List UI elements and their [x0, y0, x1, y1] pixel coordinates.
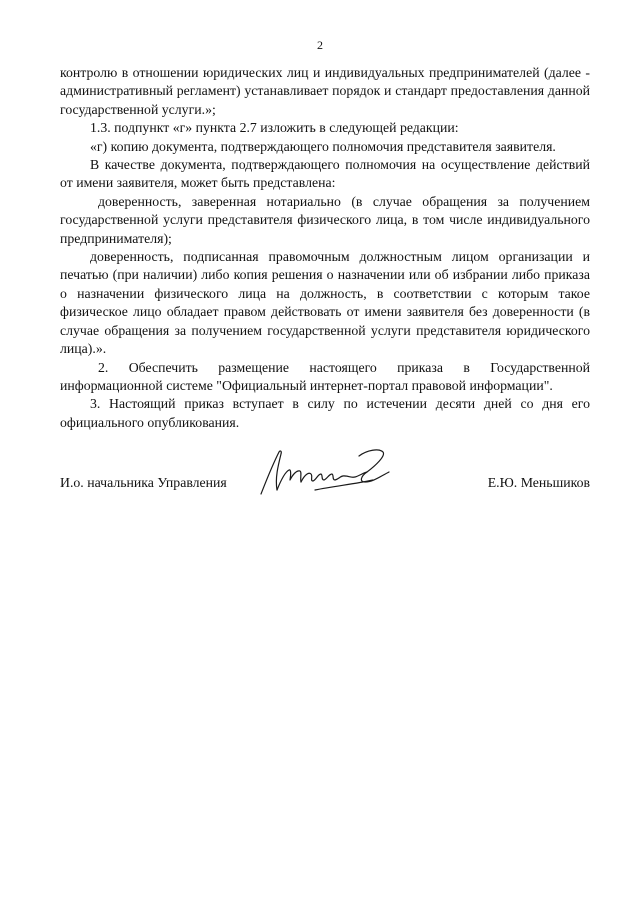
- signatory-position: И.о. начальника Управления: [60, 475, 227, 490]
- paragraph-notarized-power: доверенность, заверенная нотариально (в случае обращения за получением государственной услуги представителя физического лица, в том числе индивидуального предпринимателя);: [60, 193, 590, 246]
- paragraph-clause-1-3: 1.3. подпункт «г» пункта 2.7 изложить в следующей редакции:: [90, 120, 459, 136]
- paragraph-signed-power: доверенность, подписанная правомочным должностным лицом организации и печатью (при наличии) либо копия решения о назначении или об избрании либо приказа о назначении физического лица на должность, в соответствии с которым такое физическое лицо обладает правом действовать от имени заявителя без доверенности (в случае обращения за получением государственной услуги представителя юридического лица).».: [60, 249, 590, 357]
- paragraph-item-3: 3. Настоящий приказ вступает в силу по истечении десяти дней со дня его официального опубликования.: [60, 396, 590, 430]
- paragraph-continuation: контролю в отношении юридических лиц и индивидуальных предпринимателей (далее - административный регламент) устанавливает порядок и стандарт предоставления данной государственной услуги.»;: [60, 65, 590, 117]
- paragraph-item-2: 2. Обеспечить размещение настоящего приказа в Государственной информационной системе "Официальный интернет-портал правовой информации".: [60, 359, 590, 393]
- signature-block: [60, 446, 590, 506]
- handwritten-signature: [255, 446, 395, 502]
- paragraph-authority-document: В качестве документа, подтверждающего полномочия на осуществление действий от имени заявителя, может быть представлена:: [60, 157, 590, 191]
- signatory-name: Е.Ю. Меньшиков: [487, 475, 590, 490]
- paragraph-subclause-g: «г) копию документа, подтверждающего полномочия представителя заявителя.: [90, 138, 556, 154]
- page-number: 2: [317, 38, 323, 52]
- document-body: [60, 64, 590, 432]
